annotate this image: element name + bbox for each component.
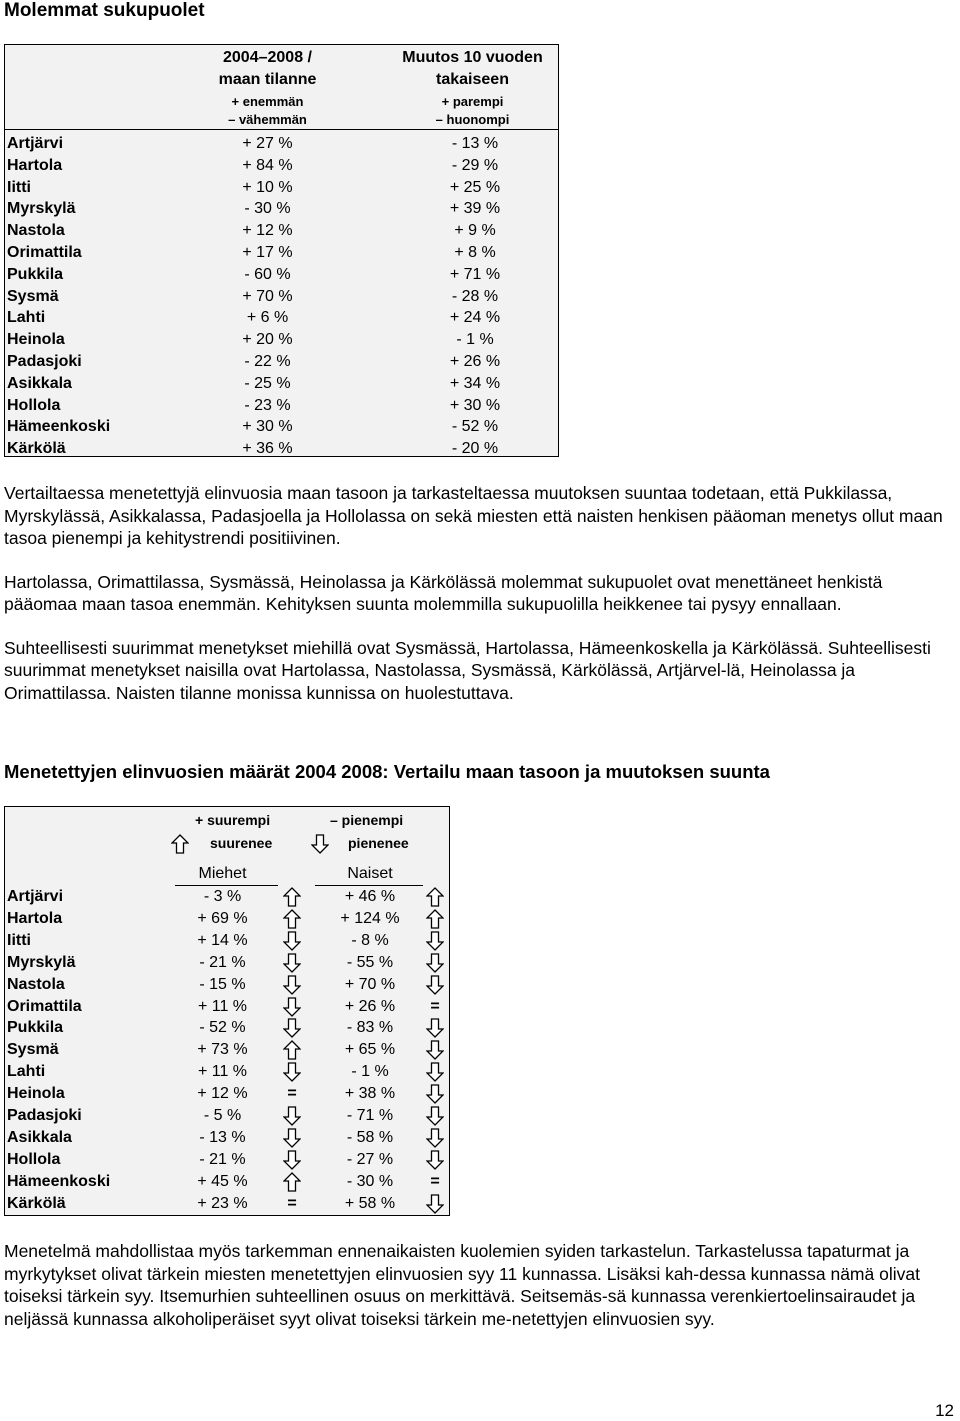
women-trend (425, 1039, 445, 1061)
women-value: - 58 % (346, 1128, 394, 1146)
municipality-name: Asikkala (7, 374, 72, 392)
women-trend (425, 996, 445, 1018)
table-row (5, 952, 449, 974)
men-value: - 21 % (199, 1150, 246, 1168)
table-row (5, 351, 558, 373)
level-vs-country: + 70 % (242, 287, 293, 305)
level-vs-country: - 30 % (244, 200, 291, 218)
level-vs-country: + 30 % (242, 418, 293, 436)
table-row (5, 416, 558, 438)
ten-year-change: + 26 % (449, 353, 501, 370)
ten-year-change: + 39 % (449, 200, 501, 218)
women-value: + 58 % (344, 1194, 396, 1212)
men-trend-arrow-down-icon (282, 1106, 302, 1126)
legend-down-label: pienenee (348, 835, 409, 851)
women-trend (425, 886, 445, 908)
ten-year-change: + 8 % (454, 244, 496, 261)
page-number: 12 (935, 1401, 954, 1420)
table-row (5, 264, 558, 286)
table-row (5, 1193, 449, 1215)
legend-up-label: suurenee (210, 835, 273, 851)
women-trend (425, 1149, 445, 1171)
paragraph-1: Vertailtaessa menetettyjä elinvuosia maan tasoon ja tarkasteltaessa muutoksen suuntaa todetaan, että Pukkilassa, Myrskylässä, Asikkalassa, Padasjoella ja Hollolassa on sekä miesten että naisten henkisen pääoman menetys ollut maan tasoa pienempi ja kehitystrendi positiivinen. (4, 483, 943, 548)
level-vs-country: + 10 % (242, 178, 293, 196)
municipality-name: Heinola (7, 1085, 65, 1103)
men-trend-equal-icon: = (287, 1085, 297, 1103)
comparison-table-both-sexes (4, 44, 559, 457)
municipality-name: Hollola (7, 1150, 61, 1168)
municipality-name: Padasjoki (7, 1107, 82, 1124)
municipality-name: Asikkala (7, 1128, 72, 1146)
level-vs-country: - 23 % (244, 396, 291, 414)
women-trend-arrow-down-icon (425, 1128, 445, 1148)
men-trend (282, 1017, 302, 1039)
municipality-name: Padasjoki (7, 353, 82, 370)
paragraph-3: Suhteellisesti suurimmat menetykset miehillä ovat Sysmässä, Hartolassa, Hämeenkoskella ja Kärkölässä. Suhteellisesti suurimmat menetykset naisilla ovat Hartolassa, Nastolassa, Sysmässä, Kärkölässä, Artjärvel-lä, Heinolassa ja Orimattilassa. Naisten tilanne monissa kunnissa on huolestuttava. (4, 637, 931, 703)
women-trend (425, 1193, 445, 1215)
municipality-name: Hartola (7, 909, 63, 927)
col1-title-line2: maan tilanne (218, 71, 317, 88)
ten-year-change: - 13 % (451, 135, 499, 152)
men-value: + 14 % (197, 931, 248, 949)
level-vs-country: + 12 % (242, 222, 293, 240)
table-row (5, 198, 558, 220)
women-value: - 55 % (346, 953, 394, 971)
municipality-name: Orimattila (7, 997, 82, 1015)
women-value: + 46 % (344, 888, 396, 905)
men-trend (282, 1061, 302, 1083)
men-trend-arrow-down-icon (282, 953, 302, 973)
men-trend-arrow-down-icon (282, 931, 302, 951)
women-value: - 1 % (351, 1063, 389, 1081)
legend-plus: + suurempi (195, 812, 271, 828)
table-row (5, 329, 558, 351)
men-value: + 69 % (197, 909, 248, 927)
legend-arrow-up-icon (170, 833, 190, 854)
men-trend-arrow-up-icon (282, 1040, 302, 1060)
men-value: - 52 % (199, 1019, 246, 1037)
men-trend-arrow-up-icon (282, 909, 302, 929)
table-row (5, 286, 558, 308)
municipality-name: Hartola (7, 156, 63, 174)
col1-sub-minus: – vähemmän (228, 112, 307, 127)
men-trend (282, 1039, 302, 1061)
men-trend-equal-icon: = (287, 1194, 297, 1212)
men-value: + 11 % (197, 1063, 248, 1081)
ten-year-change: + 24 % (449, 309, 501, 327)
section-title: Molemmat sukupuolet (4, 0, 205, 21)
col1-sub-plus: + enemmän (231, 94, 304, 109)
municipality-name: Lahti (7, 1063, 46, 1081)
municipality-name: Heinola (7, 331, 65, 349)
men-value: - 21 % (199, 953, 246, 971)
women-trend (425, 1061, 445, 1083)
ten-year-change: - 52 % (451, 418, 499, 436)
paragraph-causes: Menetelmä mahdollistaa myös tarkemman ennenaikaisten kuolemien syiden tarkastelun. Tarkastelussa tapaturmat ja myrkytykset olivat tärkein miesten menetettyjen elinvuosien syy 11 kunnassa. Lisäksi kah-dessa kunnassa nämä olivat toiseksi tärkein syy. Itsemurhien suhteellinen osuus on merkittävä. Seitsemäs-sä kunnassa verenkiertoelinsairaudet ja neljässä kunnassa alkoholiperäiset syyt olivat toiseksi tärkein me-netettyjen elinvuosien syy. (4, 1241, 920, 1329)
municipality-name: Iitti (7, 178, 31, 196)
men-trend (282, 996, 302, 1018)
causes-text (4, 1240, 954, 1330)
women-trend (425, 908, 445, 930)
men-trend-arrow-down-icon (282, 975, 302, 995)
legend-minus: – pienempi (330, 812, 404, 828)
men-value: + 11 % (197, 997, 248, 1015)
legend-arrow-down-icon (310, 833, 330, 854)
women-trend-equal-icon: = (430, 1172, 440, 1190)
men-trend-arrow-down-icon (282, 1062, 302, 1082)
municipality-name: Orimattila (7, 244, 82, 261)
table-row (5, 242, 558, 264)
table-row (5, 438, 558, 460)
women-value: + 124 % (340, 909, 400, 927)
municipality-name: Kärkölä (7, 440, 66, 458)
women-trend (425, 1083, 445, 1105)
table-row (5, 1171, 449, 1193)
women-value: - 8 % (351, 931, 389, 949)
women-trend-equal-icon: = (430, 997, 440, 1015)
women-trend-arrow-up-icon (425, 887, 445, 907)
men-trend (282, 952, 302, 974)
col2-title-line1: Muutos 10 vuoden (402, 49, 543, 66)
women-value: - 83 % (346, 1019, 394, 1037)
men-trend-arrow-down-icon (282, 1018, 302, 1038)
col1-title-line1: 2004–2008 / (223, 49, 312, 66)
women-trend-arrow-down-icon (425, 931, 445, 951)
women-trend (425, 930, 445, 952)
men-trend (282, 1105, 302, 1127)
men-value: + 23 % (197, 1194, 248, 1212)
men-trend-arrow-down-icon (282, 1128, 302, 1148)
ten-year-change: - 1 % (456, 331, 494, 349)
municipality-name: Myrskylä (7, 200, 76, 218)
table-row (5, 1105, 449, 1127)
men-trend (282, 930, 302, 952)
women-value: + 26 % (344, 997, 396, 1015)
women-trend-arrow-down-icon (425, 953, 445, 973)
header-divider (5, 129, 558, 130)
municipality-name: Hämeenkoski (7, 418, 111, 436)
men-value: - 5 % (203, 1107, 242, 1124)
level-vs-country: + 36 % (242, 440, 293, 458)
ten-year-change: + 9 % (454, 222, 496, 240)
table-row (5, 177, 558, 199)
men-value: - 15 % (199, 975, 246, 993)
table-row (5, 307, 558, 329)
men-trend (282, 974, 302, 996)
ten-year-change: + 71 % (449, 265, 501, 283)
level-vs-country: - 25 % (244, 374, 291, 392)
col2-sub-minus: – huonompi (435, 112, 510, 127)
table-row (5, 133, 558, 155)
men-trend (282, 1127, 302, 1149)
table-row (5, 1017, 449, 1039)
men-trend (282, 886, 302, 908)
municipality-name: Pukkila (7, 265, 64, 283)
men-value: + 12 % (197, 1085, 248, 1103)
col-men-header: Miehet (198, 865, 247, 882)
women-trend-arrow-down-icon (425, 1194, 445, 1214)
men-trend (282, 1149, 302, 1171)
men-value: + 73 % (197, 1041, 248, 1059)
women-trend-arrow-down-icon (425, 1040, 445, 1060)
women-trend (425, 1017, 445, 1039)
table-row (5, 908, 449, 930)
table-row (5, 373, 558, 395)
men-value: + 45 % (197, 1172, 248, 1190)
table-row (5, 886, 449, 908)
municipality-name: Artjärvi (7, 135, 64, 152)
col2-sub-plus: + parempi (441, 94, 504, 109)
women-value: + 70 % (344, 975, 396, 993)
women-trend-arrow-down-icon (425, 1106, 445, 1126)
level-vs-country: - 60 % (244, 265, 291, 283)
municipality-name: Hollola (7, 396, 61, 414)
table-row (5, 930, 449, 952)
women-value: + 65 % (344, 1041, 396, 1059)
level-vs-country: + 20 % (242, 331, 293, 349)
men-value: - 3 % (203, 888, 242, 905)
women-trend (425, 952, 445, 974)
trend-table-by-sex (4, 806, 450, 1216)
analysis-text (4, 482, 954, 704)
table-row (5, 220, 558, 242)
level-vs-country: + 84 % (242, 156, 293, 174)
municipality-name: Iitti (7, 931, 31, 949)
table-row (5, 974, 449, 996)
men-trend-arrow-up-icon (282, 887, 302, 907)
table-row (5, 1083, 449, 1105)
municipality-name: Myrskylä (7, 953, 76, 971)
men-trend (282, 1171, 302, 1193)
women-trend-arrow-down-icon (425, 1150, 445, 1170)
level-vs-country: - 22 % (244, 353, 291, 370)
women-value: - 27 % (346, 1150, 394, 1168)
women-trend-arrow-down-icon (425, 975, 445, 995)
women-trend-arrow-down-icon (425, 1018, 445, 1038)
women-trend (425, 1171, 445, 1193)
table-row (5, 996, 449, 1018)
ten-year-change: + 25 % (449, 178, 501, 196)
table-row (5, 1127, 449, 1149)
table-row (5, 1039, 449, 1061)
municipality-name: Pukkila (7, 1019, 64, 1037)
women-trend-arrow-down-icon (425, 1084, 445, 1104)
table2-heading: Menetettyjen elinvuosien määrät 2004 2008: Vertailu maan tasoon ja muutoksen suunta (4, 761, 770, 782)
municipality-name: Hämeenkoski (7, 1172, 111, 1190)
table-row (5, 155, 558, 177)
ten-year-change: + 34 % (449, 374, 501, 392)
ten-year-change: - 20 % (451, 440, 499, 458)
women-value: - 71 % (346, 1107, 394, 1124)
men-trend-arrow-up-icon (282, 1172, 302, 1192)
men-trend (282, 1083, 302, 1105)
men-trend-arrow-down-icon (282, 1150, 302, 1170)
ten-year-change: - 29 % (451, 156, 499, 174)
women-trend (425, 1105, 445, 1127)
women-value: + 38 % (344, 1085, 396, 1103)
table-row (5, 1061, 449, 1083)
municipality-name: Lahti (7, 309, 46, 327)
table-row (5, 395, 558, 417)
col2-title-line2: takaiseen (436, 71, 509, 88)
women-trend (425, 974, 445, 996)
women-trend-arrow-down-icon (425, 1062, 445, 1082)
level-vs-country: + 6 % (246, 309, 289, 327)
men-trend (282, 1193, 302, 1215)
women-value: - 30 % (346, 1172, 394, 1190)
women-trend-arrow-up-icon (425, 909, 445, 929)
level-vs-country: + 17 % (242, 244, 293, 261)
ten-year-change: - 28 % (451, 287, 499, 305)
municipality-name: Kärkölä (7, 1194, 66, 1212)
women-trend (425, 1127, 445, 1149)
level-vs-country: + 27 % (242, 135, 293, 152)
paragraph-2: Hartolassa, Orimattilassa, Sysmässä, Heinolassa ja Kärkölässä molemmat sukupuolet ovat menettäneet henkistä pääomaa maan tasoa enemmän. Kehityksen suunta molemmilla sukupuolilla heikkenee tai pysyy ennallaan. (4, 571, 883, 614)
municipality-name: Artjärvi (7, 888, 64, 905)
men-value: - 13 % (199, 1128, 246, 1146)
municipality-name: Sysmä (7, 287, 59, 305)
table-row (5, 1149, 449, 1171)
col-women-header: Naiset (347, 865, 393, 882)
municipality-name: Nastola (7, 975, 65, 993)
men-trend-arrow-down-icon (282, 997, 302, 1017)
men-trend (282, 908, 302, 930)
ten-year-change: + 30 % (449, 396, 501, 414)
municipality-name: Sysmä (7, 1041, 59, 1059)
municipality-name: Nastola (7, 222, 65, 240)
